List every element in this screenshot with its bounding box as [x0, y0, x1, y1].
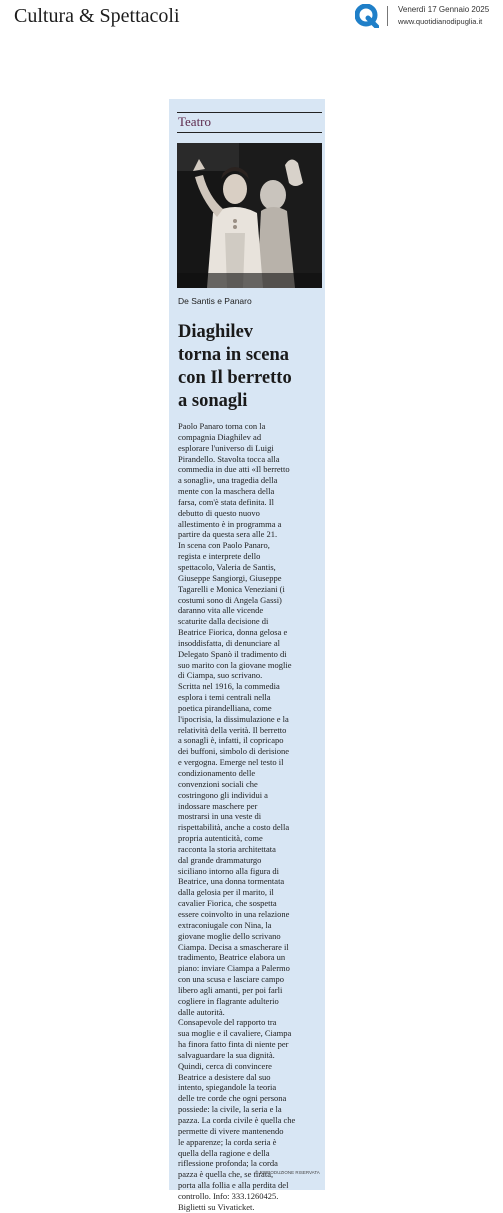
body-line: salvaguardare la sua dignità. — [178, 1049, 275, 1060]
rights-notice: © RIPRODUZIONE RISERVATA — [255, 1170, 320, 1175]
body-line: Scritta nel 1916, la commedia — [178, 681, 280, 692]
body-line: Beatrice Fiorica, donna gelosa e — [178, 627, 288, 638]
body-line: quella della ragione e della — [178, 1147, 270, 1158]
body-line: racconta la storia architettata — [178, 843, 276, 854]
body-line: rispettabilità, anche a costo della — [178, 822, 290, 833]
body-line: essere coinvolto in una relazione — [178, 908, 290, 919]
article-headline — [178, 321, 325, 413]
body-line: dei buffoni, simbolo di derisione — [178, 746, 290, 757]
headline-line: con Il berretto — [178, 368, 292, 388]
page-header — [0, 0, 503, 34]
body-line: costumi sono di Angela Gassi) — [178, 594, 282, 605]
body-line: Delegato Spanò il tradimento di — [178, 648, 287, 659]
body-line: Beatrice, una donna tormentata — [178, 876, 285, 887]
body-line: extraconiugale con Nina, la — [178, 919, 272, 930]
body-line: esplorare l'universo di Luigi — [178, 442, 274, 453]
body-line: Giuseppe Sangiorgi, Giuseppe — [178, 572, 282, 583]
body-line: intento, spiegandole la teoria — [178, 1082, 277, 1093]
body-line: delle tre corde che ogni persona — [178, 1093, 287, 1104]
body-line: spettacolo, Valeria de Santis, — [178, 561, 276, 572]
body-line: debutto di questo nuovo — [178, 507, 260, 518]
headline-line: Diaghilev — [178, 322, 254, 342]
body-line: di Ciampa, suo scrivano. — [178, 670, 263, 681]
body-line: indossare maschere per — [178, 800, 258, 811]
body-line: pazza è quella che, se tirata, — [178, 1169, 274, 1180]
body-line: dal grande drammaturgo — [178, 854, 262, 865]
body-line: propria autenticità, come — [178, 833, 263, 844]
body-line: Ciampa. Decisa a smascherare il — [178, 941, 289, 952]
body-line: cavalier Fiorica, che sospetta — [178, 898, 277, 909]
headline-line: a sonagli — [178, 391, 248, 411]
body-line: farsa, com'è stata definita. Il — [178, 496, 274, 507]
section-title: Cultura & Spettacoli — [14, 5, 180, 27]
body-line: possiede: la civile, la seria e la — [178, 1104, 282, 1115]
article-card — [169, 99, 325, 1212]
body-line: convenzioni sociali che — [178, 778, 258, 789]
body-line: daranno vita alle vicende — [178, 605, 264, 616]
article-body — [178, 421, 328, 1213]
stage-photo-actors — [177, 143, 322, 288]
body-line: Biglietti su Vivaticket. — [178, 1201, 255, 1212]
body-line: l'ipocrisia, la dissimulazione e la — [178, 713, 289, 724]
body-line: regista e interprete dello — [178, 551, 261, 562]
body-line: scaturite dalla decisione di — [178, 616, 269, 627]
body-line: esplora i temi centrali nella — [178, 692, 271, 703]
body-line: le apparenze; la corda seria è — [178, 1136, 277, 1147]
body-line: suo marito con la giovane moglie — [178, 659, 292, 670]
body-line: siciliano intorno alla figura di — [178, 865, 280, 876]
body-line: con una scusa e lasciare campo — [178, 974, 284, 985]
body-line: condizionamento delle — [178, 768, 256, 778]
body-line: porta alla follia e alla perdita del — [178, 1180, 289, 1191]
rubric-rule-top — [177, 112, 322, 113]
rubric-label: Teatro — [178, 114, 212, 129]
body-line: In scena con Paolo Panaro, — [178, 540, 270, 551]
photo-caption: De Santis e Panaro — [178, 296, 252, 306]
body-line: commedia in due atti «Il berretto — [178, 464, 290, 475]
body-line: dalla gelosia per il marito, il — [178, 887, 274, 898]
body-line: mente con la maschera della — [178, 486, 275, 497]
body-line: insoddisfatta, di denunciare al — [178, 637, 280, 648]
rubric-rule-bottom — [177, 132, 322, 133]
body-line: Quindi, cerca di convincere — [178, 1060, 272, 1071]
body-line: e vergogna. Emerge nel testo il — [178, 757, 284, 768]
body-line: controllo. Info: 333.1260425. — [178, 1190, 279, 1201]
body-line: compagnia Diaghilev ad — [178, 431, 262, 442]
body-line: allestimento è in programma a — [178, 518, 282, 529]
body-line: riflessione profonda; la corda — [178, 1158, 278, 1169]
body-line: pazza. La corda civile è quella che — [178, 1115, 296, 1125]
body-line: a sonagli è, infatti, il copricapo — [178, 735, 284, 746]
website-url: www.quotidianodipuglia.it — [398, 17, 483, 26]
article-photo — [177, 143, 322, 288]
body-line: relatività della verità. Il berretto — [178, 724, 287, 735]
body-line: cogliere in flagrante adulterio — [178, 995, 279, 1006]
body-line: Consapevole del rapporto tra — [178, 1017, 277, 1028]
body-line: permette di vivere mantenendo — [178, 1125, 284, 1136]
body-line: Tagarelli e Monica Veneziani (i — [178, 583, 285, 594]
body-line: piano: inviare Ciampa a Palermo — [178, 963, 290, 974]
body-line: ha finora fatto finta di niente per — [178, 1039, 289, 1050]
body-line: costringono gli individui a — [178, 789, 268, 800]
body-line: poetica pirandelliana, come — [178, 702, 272, 713]
quotidiano-q-logo-icon — [355, 4, 379, 28]
body-line: tradimento, Beatrice elabora un — [178, 952, 286, 963]
body-line: giovane moglie dello scrivano — [178, 930, 281, 941]
body-line: dalle autorità. — [178, 1006, 225, 1017]
body-line: libero agli amanti, per poi farli — [178, 984, 283, 995]
issue-date: Venerdì 17 Gennaio 2025 — [398, 5, 490, 14]
body-line: Paolo Panaro torna con la — [178, 421, 266, 431]
body-line: Pirandello. Stavolta tocca alla — [178, 453, 280, 464]
body-line: sua moglie e il cavaliere, Ciampa — [178, 1028, 292, 1039]
body-line: Beatrice a desistere dal suo — [178, 1071, 271, 1082]
body-line: mostrarsi in una veste di — [178, 811, 262, 822]
headline-line: torna in scena — [178, 345, 289, 365]
header-divider — [387, 6, 388, 26]
body-line: a sonagli», una tragedia della — [178, 475, 278, 486]
body-line: partire da questa sera alle 21. — [178, 529, 278, 540]
